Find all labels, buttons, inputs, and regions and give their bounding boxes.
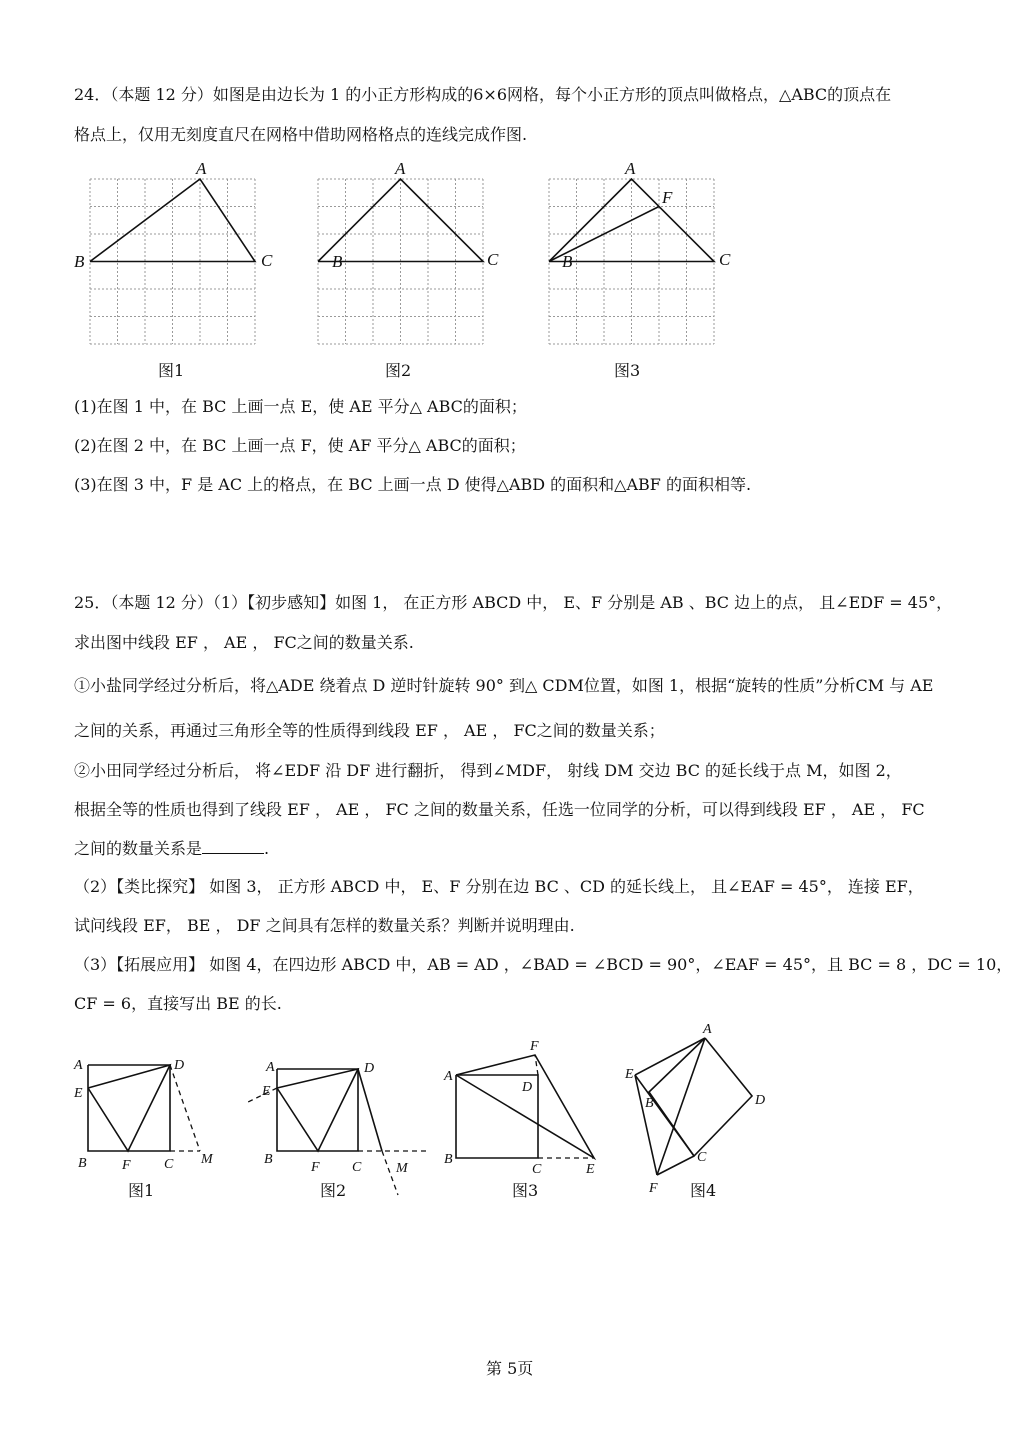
q25-figure-1 <box>66 1045 236 1180</box>
q25-figure-2 <box>238 1045 438 1200</box>
q25-line4: 之间的关系，再通过三角形全等的性质得到线段 EF ， AE ， FC之间的数量关系； <box>74 721 665 740</box>
q24-figure-2 <box>296 155 516 350</box>
q25-line10: （3）【拓展应用】 如图 4，在四边形 ABCD 中，AB = AD ，∠BAD = ∠BCD = 90°，∠EAF = 45°，且 BC = 8 ，DC = 10， <box>74 955 1013 974</box>
q25-figure-3 <box>436 1030 611 1185</box>
q25-f4-label-d: D <box>755 1093 766 1108</box>
q24-f2-label-a: A <box>395 159 406 178</box>
q25-line7 <box>74 838 269 860</box>
q24-f3-label-a: A <box>625 159 636 178</box>
q25-line3: ①小盐同学经过分析后，将△ADE 绕着点 D 逆时针旋转 90° 到△ CDM位置，如图 1，根据“旋转的性质”分析CM 与 AE <box>74 676 934 695</box>
q25-caption-1: 图1 <box>128 1181 155 1200</box>
q25-f1-label-e: E <box>74 1086 83 1101</box>
q25-f4-label-e: E <box>625 1067 634 1082</box>
q25-line5: ②小田同学经过分析后， 将∠EDF 沿 DF 进行翻折， 得到∠MDF， 射线 DM 交边 BC 的延长线于点 M，如图 2， <box>74 761 902 780</box>
q24-part-1: (1)在图 1 中，在 BC 上画一点 E，使 AE 平分△ ABC的面积； <box>74 397 527 416</box>
q25-f1-label-f: F <box>122 1158 131 1173</box>
q25-caption-4: 图4 <box>690 1181 717 1200</box>
q25-f2-label-e: E <box>262 1084 271 1099</box>
q25-line6: 根据全等的性质也得到了线段 EF ， AE ， FC 之间的数量关系，任选一位同学的分析，可以得到线段 EF ， AE ， FC <box>74 800 925 819</box>
q25-f2-label-f: F <box>311 1160 320 1175</box>
q25-caption-2: 图2 <box>320 1181 347 1200</box>
q24-f2-label-b: B <box>332 252 343 271</box>
q25-f1-label-a: A <box>74 1058 83 1073</box>
q25-f1-label-b: B <box>78 1156 87 1171</box>
page-number: 第 5页 <box>486 1359 534 1378</box>
q24-part-3: (3)在图 3 中，F 是 AC 上的格点，在 BC 上画一点 D 使得△ABD 的面积和△ABF 的面积相等. <box>74 475 752 494</box>
q24-f1-label-a: A <box>196 159 207 178</box>
q24-f3-label-f: F <box>662 188 673 207</box>
q25-f4-label-c: C <box>697 1150 707 1165</box>
q25-f2-label-d: D <box>364 1061 375 1076</box>
q24-figure-1 <box>68 155 288 350</box>
q25-line7-text: 之间的数量关系是 <box>74 839 203 858</box>
q24-part-2: (2)在图 2 中，在 BC 上画一点 F，使 AF 平分△ ABC的面积； <box>74 436 526 455</box>
q24-f1-label-c: C <box>261 251 273 270</box>
q25-f3-label-c: C <box>532 1162 542 1177</box>
q25-header: 25．（本题 12 分）（1）【初步感知】如图 1， 在正方形 ABCD 中， E、F 分别是 AB 、BC 边上的点， 且∠EDF = 45°， <box>74 593 953 612</box>
q25-line8: （2）【类比探究】 如图 3， 正方形 ABCD 中， E、F 分别在边 BC 、CD 的延长线上， 且∠EAF = 45°， 连接 EF， <box>74 877 924 896</box>
q24-f1-label-b: B <box>74 252 85 271</box>
q25-f2-label-a: A <box>266 1060 275 1075</box>
q24-f3-label-b: B <box>562 252 573 271</box>
q25-f3-label-a: A <box>444 1069 453 1084</box>
q25-line2: 求出图中线段 EF ， AE ， FC之间的数量关系. <box>74 633 414 652</box>
q24-caption-2: 图2 <box>385 361 412 380</box>
q24-f2-label-c: C <box>487 250 499 269</box>
q24-figure-3 <box>527 155 747 350</box>
q25-f2-label-b: B <box>264 1152 273 1167</box>
q25-f4-label-a: A <box>703 1022 712 1037</box>
q25-f1-label-d: D <box>174 1058 185 1073</box>
q25-line9: 试问线段 EF， BE ， DF 之间具有怎样的数量关系？判断并说明理由. <box>74 916 575 935</box>
q24-header: 24．（本题 12 分）如图是由边长为 1 的小正方形构成的6×6网格，每个小正方形的顶点叫做格点，△ABC的顶点在 <box>74 85 892 104</box>
q24-caption-3: 图3 <box>614 361 641 380</box>
q24-caption-1: 图1 <box>158 361 185 380</box>
q24-f3-label-c: C <box>719 250 731 269</box>
q25-f1-label-m: M <box>201 1152 213 1167</box>
q25-f3-label-d: D <box>522 1080 533 1095</box>
q25-f3-label-e: E <box>586 1162 595 1177</box>
q25-figure-4 <box>615 1020 785 1200</box>
q24-line2: 格点上，仅用无刻度直尺在网格中借助网格格点的连线完成作图. <box>74 125 528 144</box>
q25-f3-label-f: F <box>530 1039 539 1054</box>
q25-line7-end: . <box>264 839 270 858</box>
q25-caption-3: 图3 <box>512 1181 539 1200</box>
q25-f2-label-m: M <box>396 1161 408 1176</box>
answer-blank <box>202 839 264 854</box>
q25-f4-label-f: F <box>649 1181 658 1196</box>
q25-f3-label-b: B <box>444 1152 453 1167</box>
q25-f1-label-c: C <box>164 1157 174 1172</box>
q25-f2-label-c: C <box>352 1160 362 1175</box>
q25-f4-label-b: B <box>645 1096 654 1111</box>
q25-line11: CF = 6，直接写出 BE 的长. <box>74 994 282 1013</box>
